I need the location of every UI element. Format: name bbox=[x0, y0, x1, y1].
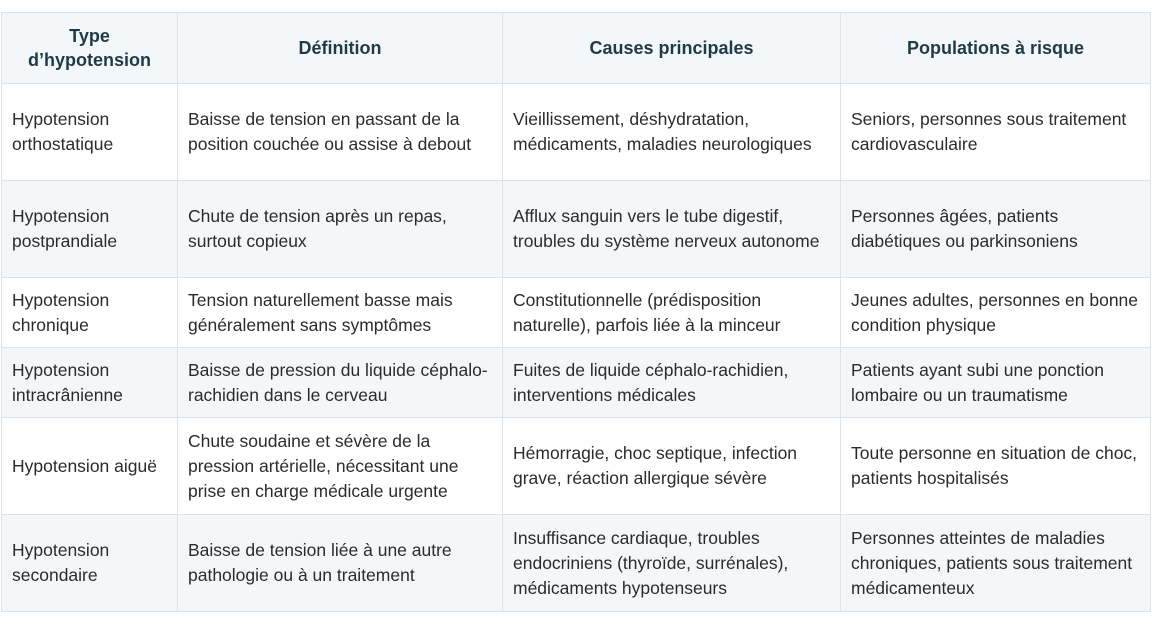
header-definition: Définition bbox=[178, 13, 503, 84]
cell-populations: Seniors, personnes sous traitement cardiovasculaire bbox=[841, 84, 1151, 181]
cell-type: Hypotension aiguë bbox=[2, 418, 178, 515]
cell-causes: Hémorragie, choc septique, infection grave, réaction allergique sévère bbox=[503, 418, 841, 515]
cell-definition: Baisse de tension en passant de la position couchée ou assise à debout bbox=[178, 84, 503, 181]
cell-populations: Jeunes adultes, personnes en bonne condition physique bbox=[841, 278, 1151, 348]
cell-definition: Baisse de pression du liquide céphalo-rachidien dans le cerveau bbox=[178, 348, 503, 418]
header-populations: Populations à risque bbox=[841, 13, 1151, 84]
header-type: Type d’hypotension bbox=[2, 13, 178, 84]
cell-definition: Chute de tension après un repas, surtout copieux bbox=[178, 181, 503, 278]
table-row bbox=[2, 84, 1151, 181]
table-header-row bbox=[2, 13, 1151, 84]
cell-causes: Insuffisance cardiaque, troubles endocriniens (thyroïde, surrénales), médicaments hypotenseurs bbox=[503, 515, 841, 612]
cell-definition: Chute soudaine et sévère de la pression artérielle, nécessitant une prise en charge médicale urgente bbox=[178, 418, 503, 515]
cell-causes: Afflux sanguin vers le tube digestif, troubles du système nerveux autonome bbox=[503, 181, 841, 278]
cell-populations: Personnes atteintes de maladies chroniques, patients sous traitement médicamenteux bbox=[841, 515, 1151, 612]
cell-type: Hypotension orthostatique bbox=[2, 84, 178, 181]
table-row bbox=[2, 348, 1151, 418]
cell-type: Hypotension secondaire bbox=[2, 515, 178, 612]
cell-populations: Personnes âgées, patients diabétiques ou parkinsoniens bbox=[841, 181, 1151, 278]
cell-causes: Constitutionnelle (prédisposition naturelle), parfois liée à la minceur bbox=[503, 278, 841, 348]
cell-causes: Fuites de liquide céphalo-rachidien, interventions médicales bbox=[503, 348, 841, 418]
cell-type: Hypotension postprandiale bbox=[2, 181, 178, 278]
cell-definition: Tension naturellement basse mais généralement sans symptômes bbox=[178, 278, 503, 348]
table-row bbox=[2, 515, 1151, 612]
cell-definition: Baisse de tension liée à une autre pathologie ou à un traitement bbox=[178, 515, 503, 612]
hypotension-table bbox=[1, 12, 1151, 612]
table-row bbox=[2, 278, 1151, 348]
table-row bbox=[2, 418, 1151, 515]
cell-populations: Patients ayant subi une ponction lombaire ou un traumatisme bbox=[841, 348, 1151, 418]
header-causes: Causes principales bbox=[503, 13, 841, 84]
cell-type: Hypotension intracrânienne bbox=[2, 348, 178, 418]
table-row bbox=[2, 181, 1151, 278]
cell-causes: Vieillissement, déshydratation, médicaments, maladies neurologiques bbox=[503, 84, 841, 181]
cell-type: Hypotension chronique bbox=[2, 278, 178, 348]
hypotension-table-container bbox=[1, 12, 1150, 612]
cell-populations: Toute personne en situation de choc, patients hospitalisés bbox=[841, 418, 1151, 515]
